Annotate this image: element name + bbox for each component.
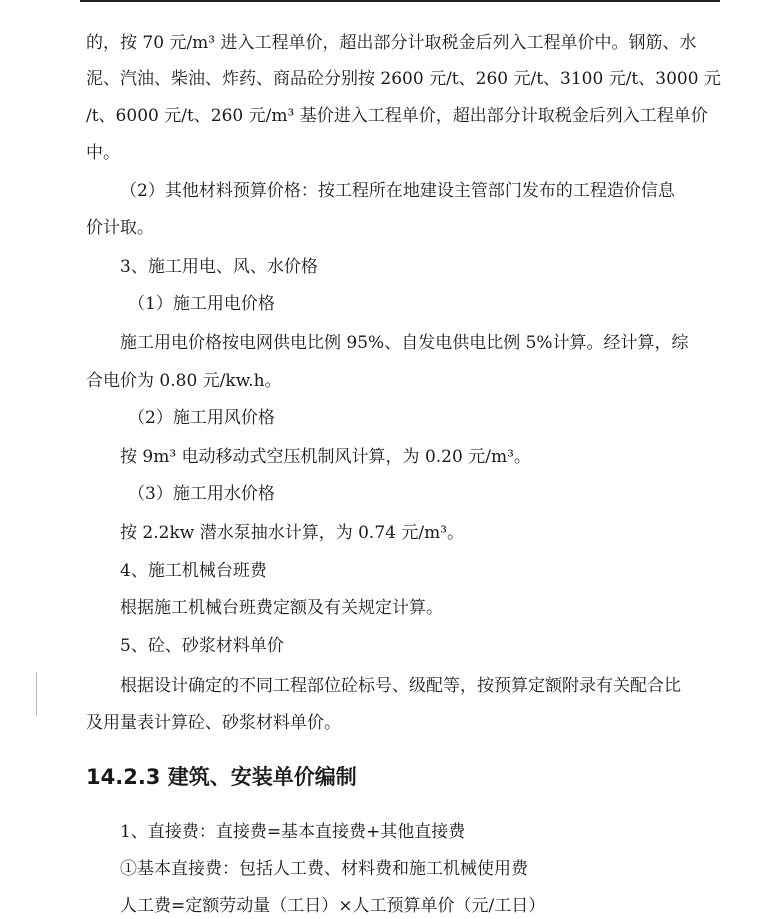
text-line: 根据施工机械台班费定额及有关规定计算。 bbox=[120, 598, 443, 618]
text-line: 价计取。 bbox=[86, 218, 154, 238]
text-line: 人工费=定额劳动量（工日）×人工预算单价（元/工日） bbox=[120, 896, 546, 916]
text-line: （2）其他材料预算价格：按工程所在地建设主管部门发布的工程造价信息 bbox=[120, 181, 675, 201]
text-line: 的，按 70 元/m³ 进入工程单价，超出部分计取税金后列入工程单价中。钢筋、水 bbox=[86, 33, 697, 53]
section-heading: 14.2.3 建筑、安装单价编制 bbox=[86, 765, 357, 789]
text-line: 及用量表计算砼、砂浆材料单价。 bbox=[86, 713, 341, 733]
text-line: ①基本直接费：包括人工费、材料费和施工机械使用费 bbox=[120, 859, 528, 879]
text-line: 合电价为 0.80 元/kw.h。 bbox=[86, 371, 282, 391]
text-line: （2）施工用风价格 bbox=[128, 408, 275, 428]
text-line: 按 2.2kw 潜水泵抽水计算，为 0.74 元/m³。 bbox=[120, 523, 465, 543]
text-line: 5、砼、砂浆材料单价 bbox=[120, 636, 284, 656]
text-line: /t、6000 元/t、260 元/m³ 基价进入工程单价，超出部分计取税金后列入工程单价 bbox=[86, 106, 708, 126]
text-line: 施工用电价格按电网供电比例 95%、自发电供电比例 5%计算。经计算，综 bbox=[120, 333, 689, 353]
text-line: 4、施工机械台班费 bbox=[120, 561, 267, 581]
text-line: 中。 bbox=[86, 143, 120, 163]
text-line: 按 9m³ 电动移动式空压机制风计算，为 0.20 元/m³。 bbox=[120, 447, 531, 467]
text-line: 1、直接费：直接费=基本直接费+其他直接费 bbox=[120, 822, 466, 842]
text-line: （3）施工用水价格 bbox=[128, 484, 275, 504]
text-line: 根据设计确定的不同工程部位砼标号、级配等，按预算定额附录有关配合比 bbox=[120, 676, 681, 696]
text-line: 泥、汽油、柴油、炸药、商品砼分别按 2600 元/t、260 元/t、3100 元/t、3000 元 bbox=[86, 69, 721, 89]
text-line: 3、施工用电、风、水价格 bbox=[120, 257, 318, 277]
text-line: （1）施工用电价格 bbox=[128, 294, 275, 314]
